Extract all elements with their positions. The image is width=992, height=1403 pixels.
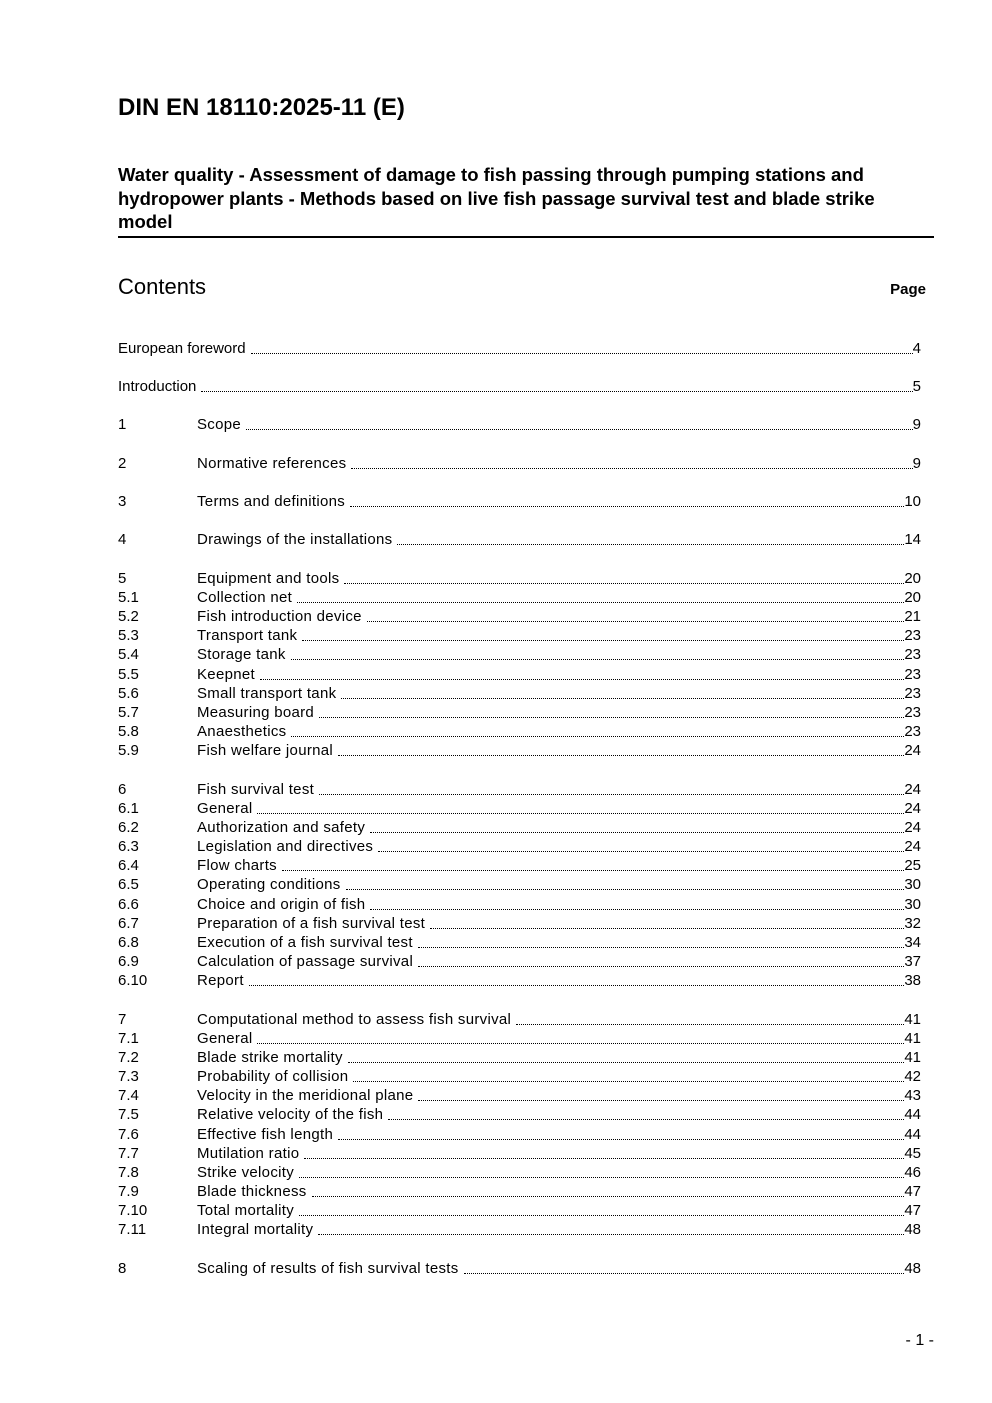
toc-entry-title: Scope	[197, 416, 242, 433]
toc-entry-page: 24	[904, 781, 921, 798]
toc-entry-page: 38	[904, 972, 921, 989]
toc-entry-page: 21	[904, 608, 921, 625]
toc-entry-page: 41	[904, 1011, 921, 1028]
toc-dot-leader	[397, 543, 904, 545]
toc-entry-title: Velocity in the meridional plane	[197, 1087, 414, 1104]
toc-dot-leader	[302, 639, 904, 641]
toc-entry-title: Flow charts	[197, 857, 277, 874]
toc-entry-title: General	[197, 1030, 253, 1047]
toc-entry-page: 20	[904, 589, 921, 606]
toc-entry[interactable]	[118, 933, 921, 952]
toc-entry[interactable]	[118, 415, 921, 434]
toc-entry-number: 1	[118, 416, 127, 433]
toc-dot-leader	[344, 582, 904, 584]
toc-dot-leader	[251, 352, 913, 354]
toc-entry-page: 10	[904, 493, 921, 510]
toc-dot-leader	[304, 1157, 904, 1159]
toc-entry-title: Execution of a fish survival test	[197, 934, 413, 951]
toc-entry-page: 41	[904, 1030, 921, 1047]
toc-entry-page: 32	[904, 915, 921, 932]
toc-entry[interactable]	[118, 665, 921, 684]
toc-dot-leader	[201, 390, 912, 392]
toc-entry[interactable]	[118, 1086, 921, 1105]
toc-dot-leader	[299, 1176, 904, 1178]
toc-entry-page: 4	[912, 340, 921, 357]
toc-entry-title: Normative references	[197, 455, 347, 472]
toc-dot-leader	[260, 678, 904, 680]
toc-entry[interactable]	[118, 339, 921, 358]
toc-entry-page: 23	[904, 704, 921, 721]
toc-entry[interactable]	[118, 799, 921, 818]
table-of-contents	[118, 0, 921, 1403]
toc-entry-number: 7.2	[118, 1049, 139, 1066]
toc-dot-leader	[367, 620, 905, 622]
toc-entry-number: 6.8	[118, 934, 139, 951]
toc-entry-number: 7	[118, 1011, 127, 1028]
page-number: - 1 -	[905, 1332, 934, 1349]
toc-entry-title: Transport tank	[197, 627, 298, 644]
toc-entry-number: 5	[118, 570, 127, 587]
toc-entry-title: Small transport tank	[197, 685, 337, 702]
toc-entry-number: 5.2	[118, 608, 139, 625]
toc-entry-title: Terms and definitions	[197, 493, 346, 510]
toc-entry[interactable]	[118, 1048, 921, 1067]
toc-entry[interactable]	[118, 1201, 921, 1220]
toc-entry-number: 7.5	[118, 1106, 139, 1123]
toc-entry[interactable]	[118, 454, 921, 473]
toc-dot-leader	[299, 1214, 904, 1216]
toc-entry[interactable]	[118, 1105, 921, 1124]
toc-dot-leader	[319, 793, 904, 795]
toc-dot-leader	[418, 1099, 904, 1101]
toc-entry[interactable]	[118, 741, 921, 760]
toc-dot-leader	[378, 850, 904, 852]
toc-dot-leader	[338, 1138, 904, 1140]
toc-entry-title: Storage tank	[197, 646, 286, 663]
toc-dot-leader	[312, 1195, 905, 1197]
toc-entry-number: 8	[118, 1260, 127, 1277]
toc-entry-number: 7.10	[118, 1202, 148, 1219]
toc-entry-number: 2	[118, 455, 127, 472]
toc-entry-page: 41	[904, 1049, 921, 1066]
toc-entry-number: 4	[118, 531, 127, 548]
toc-entry-number: 7.3	[118, 1068, 139, 1085]
document-id: DIN EN 18110:2025-11 (E)	[118, 94, 405, 121]
toc-entry[interactable]	[118, 607, 921, 626]
document-title: Water quality - Assessment of damage to fish passing through pumping stations and hydropower plants - Methods based on live fish passage survival test and blade strike model	[118, 163, 934, 238]
toc-entry[interactable]	[118, 684, 921, 703]
toc-entry-title: Total mortality	[197, 1202, 295, 1219]
toc-entry-title: Effective fish length	[197, 1126, 334, 1143]
toc-dot-leader	[282, 869, 904, 871]
toc-entry-number: 6.1	[118, 800, 139, 817]
toc-entry-title: Fish introduction device	[197, 608, 362, 625]
toc-entry-page: 14	[904, 531, 921, 548]
toc-entry[interactable]	[118, 914, 921, 933]
toc-entry[interactable]	[118, 377, 921, 396]
toc-entry-title: Blade thickness	[197, 1183, 307, 1200]
toc-dot-leader	[516, 1023, 904, 1025]
toc-entry-title: Introduction	[118, 378, 197, 395]
toc-entry[interactable]	[118, 569, 921, 588]
toc-entry[interactable]	[118, 971, 921, 990]
toc-entry-page: 42	[904, 1068, 921, 1085]
toc-entry-number: 6.9	[118, 953, 139, 970]
toc-entry-number: 5.4	[118, 646, 139, 663]
toc-entry-number: 6.10	[118, 972, 148, 989]
toc-entry[interactable]	[118, 1125, 921, 1144]
toc-entry-title: Probability of collision	[197, 1068, 349, 1085]
toc-dot-leader	[341, 697, 904, 699]
toc-entry[interactable]	[118, 645, 921, 664]
toc-entry[interactable]	[118, 626, 921, 645]
toc-entry[interactable]	[118, 1220, 921, 1239]
toc-entry-title: Integral mortality	[197, 1221, 314, 1238]
toc-dot-leader	[430, 927, 904, 929]
toc-dot-leader	[249, 984, 904, 986]
toc-entry-number: 6.4	[118, 857, 139, 874]
toc-entry[interactable]	[118, 875, 921, 894]
toc-dot-leader	[348, 1061, 905, 1063]
toc-entry-page: 48	[904, 1221, 921, 1238]
toc-entry-number: 3	[118, 493, 127, 510]
toc-entry-number: 5.9	[118, 742, 139, 759]
toc-entry-page: 47	[904, 1202, 921, 1219]
toc-dot-leader	[291, 658, 905, 660]
toc-entry-page: 25	[904, 857, 921, 874]
toc-dot-leader	[338, 754, 904, 756]
toc-dot-leader	[291, 735, 904, 737]
toc-dot-leader	[319, 716, 904, 718]
toc-entry[interactable]	[118, 1067, 921, 1086]
toc-entry-page: 20	[904, 570, 921, 587]
toc-entry-page: 24	[904, 838, 921, 855]
toc-entry[interactable]	[118, 722, 921, 741]
toc-entry-number: 5.5	[118, 666, 139, 683]
toc-dot-leader	[418, 965, 904, 967]
toc-dot-leader	[246, 428, 913, 430]
toc-entry-page: 23	[904, 685, 921, 702]
toc-entry-page: 30	[904, 896, 921, 913]
toc-entry-title: Scaling of results of fish survival tests	[197, 1260, 459, 1277]
toc-dot-leader	[418, 946, 904, 948]
toc-dot-leader	[346, 888, 905, 890]
toc-entry[interactable]	[118, 1029, 921, 1048]
toc-entry-number: 7.6	[118, 1126, 139, 1143]
toc-entry-page: 37	[904, 953, 921, 970]
toc-entry-page: 24	[904, 819, 921, 836]
toc-entry-title: Authorization and safety	[197, 819, 366, 836]
toc-entry-page: 46	[904, 1164, 921, 1181]
toc-entry-number: 5.8	[118, 723, 139, 740]
toc-entry[interactable]	[118, 780, 921, 799]
toc-entry-number: 6.2	[118, 819, 139, 836]
toc-dot-leader	[464, 1272, 905, 1274]
toc-entry-title: Relative velocity of the fish	[197, 1106, 384, 1123]
toc-entry-title: Blade strike mortality	[197, 1049, 343, 1066]
toc-entry-title: Legislation and directives	[197, 838, 374, 855]
toc-entry-page: 23	[904, 666, 921, 683]
toc-entry[interactable]	[118, 1259, 921, 1278]
toc-entry-number: 6.7	[118, 915, 139, 932]
toc-entry-number: 7.4	[118, 1087, 139, 1104]
toc-entry-number: 6.6	[118, 896, 139, 913]
toc-entry-title: Choice and origin of fish	[197, 896, 366, 913]
toc-entry[interactable]	[118, 1163, 921, 1182]
toc-entry-number: 7.9	[118, 1183, 139, 1200]
toc-dot-leader	[297, 601, 904, 603]
toc-entry-title: Fish welfare journal	[197, 742, 334, 759]
toc-entry-number: 5.1	[118, 589, 139, 606]
toc-dot-leader	[353, 1080, 904, 1082]
toc-entry-number: 7.7	[118, 1145, 139, 1162]
toc-entry[interactable]	[118, 837, 921, 856]
toc-entry-page: 43	[904, 1087, 921, 1104]
toc-entry-title: Calculation of passage survival	[197, 953, 414, 970]
toc-entry-title: Equipment and tools	[197, 570, 340, 587]
toc-entry-page: 23	[904, 646, 921, 663]
toc-entry-title: Preparation of a fish survival test	[197, 915, 426, 932]
toc-entry-page: 9	[912, 416, 921, 433]
toc-entry-title: Collection net	[197, 589, 293, 606]
toc-entry-title: Strike velocity	[197, 1164, 295, 1181]
toc-entry-number: 7.11	[118, 1221, 147, 1238]
toc-entry-title: Fish survival test	[197, 781, 315, 798]
toc-entry[interactable]	[118, 1144, 921, 1163]
toc-entry-page: 24	[904, 800, 921, 817]
toc-entry[interactable]	[118, 703, 921, 722]
toc-entry-page: 23	[904, 723, 921, 740]
toc-dot-leader	[350, 505, 904, 507]
toc-entry-page: 9	[912, 455, 921, 472]
toc-entry[interactable]	[118, 588, 921, 607]
toc-dot-leader	[257, 1042, 904, 1044]
toc-entry[interactable]	[118, 492, 921, 511]
toc-entry-title: Drawings of the installations	[197, 531, 393, 548]
toc-entry[interactable]	[118, 952, 921, 971]
toc-entry-page: 5	[912, 378, 921, 395]
toc-entry-page: 45	[904, 1145, 921, 1162]
toc-entry-page: 34	[904, 934, 921, 951]
toc-entry-title: Report	[197, 972, 244, 989]
toc-dot-leader	[370, 831, 904, 833]
page-column-label: Page	[890, 281, 926, 298]
toc-entry-title: General	[197, 800, 253, 817]
toc-entry-page: 48	[904, 1260, 921, 1277]
toc-entry-title: Measuring board	[197, 704, 315, 721]
toc-entry-number: 5.6	[118, 685, 139, 702]
toc-entry-number: 5.7	[118, 704, 139, 721]
toc-dot-leader	[388, 1118, 904, 1120]
toc-entry-title: Anaesthetics	[197, 723, 287, 740]
toc-entry[interactable]	[118, 530, 921, 549]
contents-heading: Contents	[118, 274, 207, 299]
toc-entry-number: 7.1	[118, 1030, 139, 1047]
toc-entry[interactable]	[118, 895, 921, 914]
toc-entry-page: 24	[904, 742, 921, 759]
toc-entry-number: 5.3	[118, 627, 139, 644]
toc-entry-page: 44	[904, 1106, 921, 1123]
toc-entry-title: Operating conditions	[197, 876, 341, 893]
toc-entry-title: Computational method to assess fish survival	[197, 1011, 512, 1028]
toc-dot-leader	[318, 1233, 904, 1235]
toc-entry-page: 47	[904, 1183, 921, 1200]
toc-entry[interactable]	[118, 1182, 921, 1201]
toc-entry-page: 44	[904, 1126, 921, 1143]
toc-dot-leader	[370, 908, 904, 910]
toc-entry-title: European foreword	[118, 340, 246, 357]
toc-entry-number: 6.3	[118, 838, 139, 855]
toc-entry[interactable]	[118, 1010, 921, 1029]
toc-entry-number: 6	[118, 781, 127, 798]
toc-entry-page: 23	[904, 627, 921, 644]
toc-dot-leader	[257, 812, 904, 814]
toc-entry-page: 30	[904, 876, 921, 893]
toc-entry-title: Keepnet	[197, 666, 255, 683]
toc-entry[interactable]	[118, 818, 921, 837]
toc-entry-title: Mutilation ratio	[197, 1145, 300, 1162]
toc-dot-leader	[351, 467, 912, 469]
toc-entry-number: 6.5	[118, 876, 139, 893]
toc-entry-number: 7.8	[118, 1164, 139, 1181]
toc-entry[interactable]	[118, 856, 921, 875]
